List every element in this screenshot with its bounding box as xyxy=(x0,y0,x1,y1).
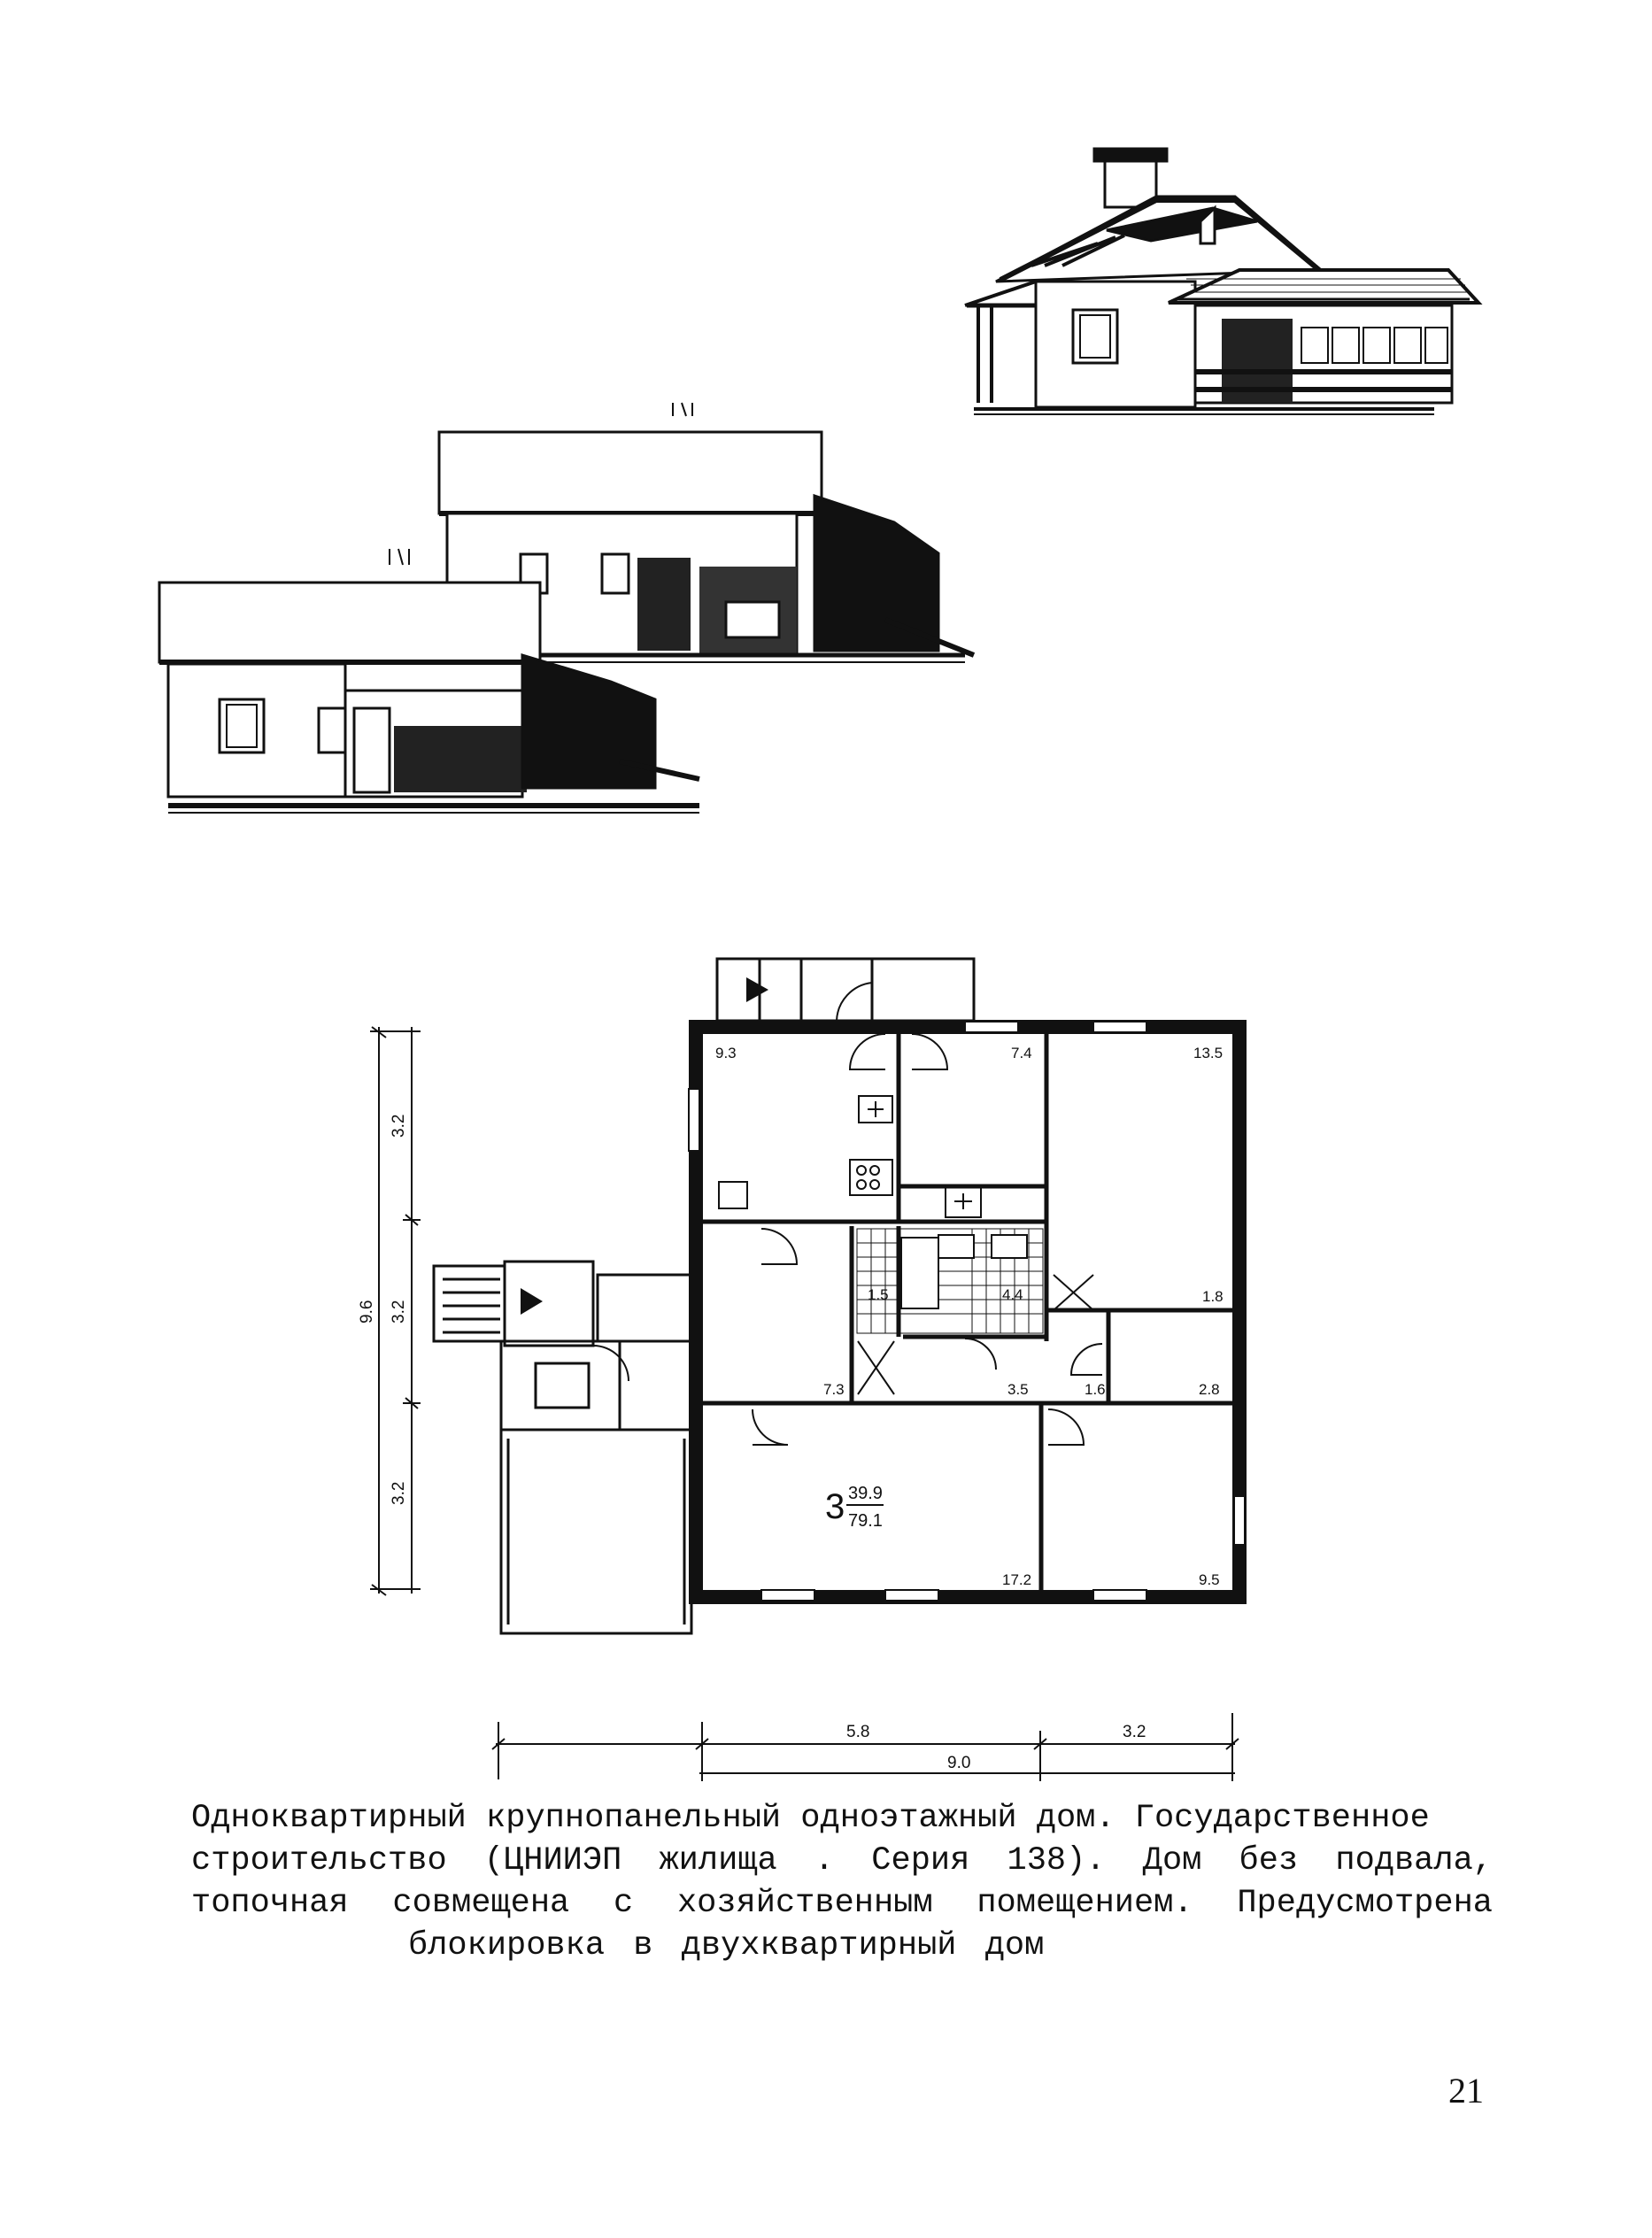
caption-line-4: блокировка в двухквартирный дом xyxy=(408,1927,1045,1964)
dim-left: 5.8 xyxy=(846,1723,870,1741)
page-number: 21 xyxy=(1448,2071,1484,2111)
unit-living-area: 39.9 xyxy=(848,1484,883,1503)
horizontal-dim-labels xyxy=(846,1723,1146,1772)
caption-line-3: топочная совмещена с хозяйственным помещением. Предусмотрена xyxy=(191,1885,1493,1922)
caption-line-1: Одноквартирный крупнопанельный одноэтажный дом. Государственное xyxy=(191,1800,1430,1837)
area-kitchen: 9.3 xyxy=(715,1045,737,1061)
unit-rooms: 3 xyxy=(825,1487,845,1526)
area-corridor: 3.5 xyxy=(1007,1381,1029,1398)
vertical-dim-labels xyxy=(358,1115,408,1505)
area-pantry: 2.8 xyxy=(1199,1381,1220,1398)
area-hall: 7.3 xyxy=(823,1381,845,1398)
area-room-top-middle: 7.4 xyxy=(1011,1045,1032,1061)
area-wc-block: 4.4 xyxy=(1002,1286,1023,1303)
area-right-small: 1.8 xyxy=(1202,1288,1224,1305)
dim-right: 3.2 xyxy=(1123,1723,1146,1741)
area-bath: 1.5 xyxy=(868,1286,889,1303)
bathroom-tiles xyxy=(857,1229,1043,1333)
figure-caption xyxy=(191,1797,1493,1967)
caption-line-2: строительство (ЦНИИЭП жилища . Серия 138). Дом без подвала, xyxy=(191,1842,1493,1879)
dim-seg3: 3.2 xyxy=(390,1481,408,1505)
dim-seg1: 3.2 xyxy=(390,1114,408,1138)
area-room-top-right: 13.5 xyxy=(1193,1045,1224,1061)
area-bedroom: 9.5 xyxy=(1199,1571,1220,1588)
unit-total-area: 79.1 xyxy=(848,1511,883,1531)
dim-seg2: 3.2 xyxy=(390,1300,408,1324)
side-entry-arrow-icon xyxy=(521,1288,543,1315)
unit-mark xyxy=(825,1484,884,1531)
area-living: 17.2 xyxy=(1002,1571,1032,1588)
kitchen-fixtures xyxy=(719,1096,981,1217)
area-closet: 1.6 xyxy=(1085,1381,1106,1398)
room-area-labels xyxy=(715,1045,1224,1588)
dim-total-vertical: 9.6 xyxy=(358,1300,376,1324)
interior-walls xyxy=(703,1034,1232,1590)
dim-total-horizontal: 9.0 xyxy=(947,1754,971,1772)
side-entry xyxy=(434,1262,695,1633)
